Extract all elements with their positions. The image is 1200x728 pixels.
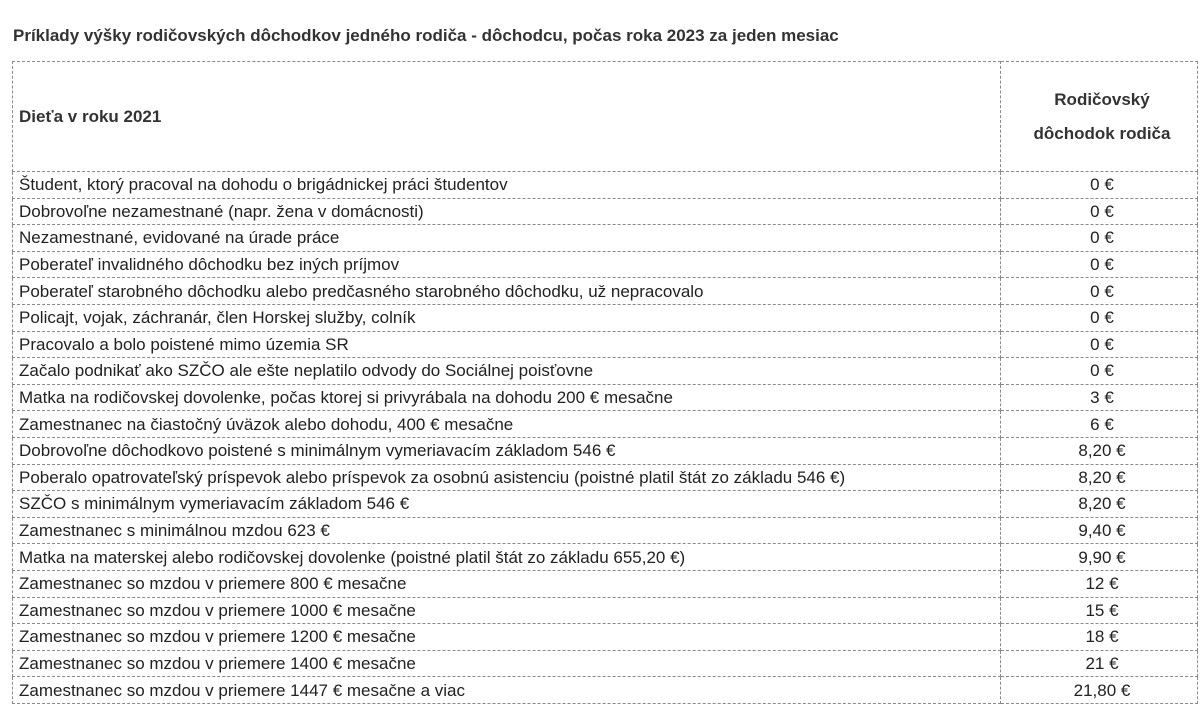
- row-label: Študent, ktorý pracoval na dohodu o brigádnickej práci študentov: [13, 172, 1001, 199]
- row-label: Zamestnanec na čiastočný úväzok alebo dohodu, 400 € mesačne: [13, 411, 1001, 438]
- table-row: [13, 597, 1198, 624]
- table-row: [13, 172, 1198, 199]
- row-label: Poberalo opatrovateľský príspevok alebo príspevok za osobnú asistenciu (poistné platil štát zo základu 546 €): [13, 464, 1001, 491]
- row-label: Pracovalo a bolo poistené mimo územia SR: [13, 331, 1001, 358]
- table-row: [13, 570, 1198, 597]
- table-row: [13, 251, 1198, 278]
- table-row: [13, 411, 1198, 438]
- table-row: [13, 358, 1198, 385]
- row-value: 8,20 €: [1001, 491, 1198, 518]
- row-value: 0 €: [1001, 278, 1198, 305]
- header-child: Dieťa v roku 2021: [13, 62, 1001, 172]
- table-row: [13, 278, 1198, 305]
- row-value: 0 €: [1001, 304, 1198, 331]
- table-body: [13, 172, 1198, 704]
- table-header-row: [13, 62, 1198, 172]
- row-value: 21 €: [1001, 650, 1198, 677]
- row-value: 0 €: [1001, 198, 1198, 225]
- row-label: Dobrovoľne dôchodkovo poistené s minimálnym vymeriavacím základom 546 €: [13, 437, 1001, 464]
- table-row: [13, 624, 1198, 651]
- row-value: 0 €: [1001, 331, 1198, 358]
- row-label: Zamestnanec so mzdou v priemere 1200 € mesačne: [13, 624, 1001, 651]
- row-value: 0 €: [1001, 358, 1198, 385]
- row-label: Poberateľ invalidného dôchodku bez iných príjmov: [13, 251, 1001, 278]
- table-row: [13, 198, 1198, 225]
- row-label: Dobrovoľne nezamestnané (napr. žena v domácnosti): [13, 198, 1001, 225]
- row-value: 15 €: [1001, 597, 1198, 624]
- row-value: 8,20 €: [1001, 437, 1198, 464]
- row-label: Začalo podnikať ako SZČO ale ešte neplatilo odvody do Sociálnej poisťovne: [13, 358, 1001, 385]
- row-value: 0 €: [1001, 225, 1198, 252]
- row-label: Zamestnanec so mzdou v priemere 800 € mesačne: [13, 570, 1001, 597]
- row-label: Poberateľ starobného dôchodku alebo predčasného starobného dôchodku, už nepracovalo: [13, 278, 1001, 305]
- table-row: [13, 437, 1198, 464]
- row-value: 21,80 €: [1001, 677, 1198, 704]
- table-row: [13, 677, 1198, 704]
- table-row: [13, 304, 1198, 331]
- row-value: 12 €: [1001, 570, 1198, 597]
- table-row: [13, 650, 1198, 677]
- row-label: Zamestnanec so mzdou v priemere 1447 € mesačne a viac: [13, 677, 1001, 704]
- header-pension: [1001, 62, 1198, 172]
- row-label: SZČO s minimálnym vymeriavacím základom 546 €: [13, 491, 1001, 518]
- table-row: [13, 491, 1198, 518]
- row-value: 18 €: [1001, 624, 1198, 651]
- page-title: Príklady výšky rodičovských dôchodkov jedného rodiča - dôchodcu, počas roka 2023 za jeden mesiac: [13, 26, 839, 45]
- table-row: [13, 517, 1198, 544]
- table-row: [13, 544, 1198, 571]
- row-value: 3 €: [1001, 384, 1198, 411]
- row-label: Matka na rodičovskej dovolenke, počas ktorej si privyrábala na dohodu 200 € mesačne: [13, 384, 1001, 411]
- row-label: Matka na materskej alebo rodičovskej dovolenke (poistné platil štát zo základu 655,20 €): [13, 544, 1001, 571]
- table-row: [13, 331, 1198, 358]
- row-value: 0 €: [1001, 251, 1198, 278]
- row-value: 9,90 €: [1001, 544, 1198, 571]
- row-value: 8,20 €: [1001, 464, 1198, 491]
- table-row: [13, 225, 1198, 252]
- table-row: [13, 464, 1198, 491]
- table-row: [13, 384, 1198, 411]
- header-pension-line1: Rodičovský: [1054, 89, 1150, 109]
- row-label: Nezamestnané, evidované na úrade práce: [13, 225, 1001, 252]
- row-label: Zamestnanec so mzdou v priemere 1000 € mesačne: [13, 597, 1001, 624]
- header-pension-line2: dôchodok rodiča: [1033, 123, 1171, 143]
- row-value: 6 €: [1001, 411, 1198, 438]
- row-value: 9,40 €: [1001, 517, 1198, 544]
- pension-table: [12, 61, 1198, 704]
- row-label: Zamestnanec s minimálnou mzdou 623 €: [13, 517, 1001, 544]
- row-label: Zamestnanec so mzdou v priemere 1400 € mesačne: [13, 650, 1001, 677]
- row-value: 0 €: [1001, 172, 1198, 199]
- row-label: Policajt, vojak, záchranár, člen Horskej služby, colník: [13, 304, 1001, 331]
